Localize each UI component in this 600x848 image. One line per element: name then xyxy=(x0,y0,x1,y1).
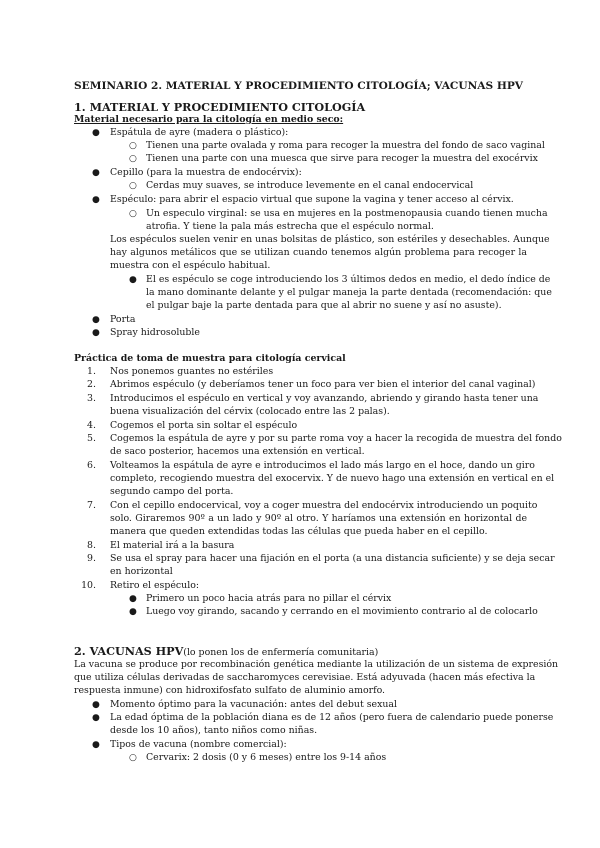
list-item: Momento óptimo para la vacunación: antes del debut sexual xyxy=(110,699,397,710)
bullet-icon: ● xyxy=(92,168,100,178)
list-item: Tipos de vacuna (nombre comercial): xyxy=(110,739,287,750)
step-text: Abrimos espéculo (y deberíamos tener un foco para ver bien el interior del canal vaginal) xyxy=(110,379,536,390)
step-number: 10. xyxy=(81,580,96,591)
paragraph-line: respuesta inmune) con hidroxifosfato sulfato de aluminio amorfo. xyxy=(74,685,386,696)
list-item: El es espéculo se coge introduciendo los 3 últimos dedos en medio, el dedo índice de xyxy=(146,274,551,285)
step-text: en horizontal xyxy=(110,566,173,577)
list-item: Espéculo: para abrir el espacio virtual que supone la vagina y tener acceso al cérvix. xyxy=(110,194,514,205)
paragraph-line: que utiliza células derivadas de saccharomyces cerevisiae. Está adyuvada (hacen más efectiva la xyxy=(74,672,536,683)
practica-heading: Práctica de toma de muestra para citología cervical xyxy=(74,353,346,364)
list-item: Cepillo (para la muestra de endocérvix): xyxy=(110,167,302,178)
step-number: 1. xyxy=(87,366,96,377)
bullet-icon: ● xyxy=(129,275,137,285)
step-text: Retiro el espéculo: xyxy=(110,580,200,591)
step-text: manera que queden extendidas todas las células que pueda haber en el cepillo. xyxy=(110,526,488,537)
list-item: Tienen una parte ovalada y roma para recoger la muestra del fondo de saco vaginal xyxy=(146,140,545,151)
list-item: atrofia. Y tiene la pala más estrecha que el espéculo normal. xyxy=(146,221,434,232)
list-item: el pulgar baje la parte dentada para que al abrir no suene y así no asuste). xyxy=(146,300,502,311)
step-number: 8. xyxy=(87,540,96,551)
sub-bullet-icon: ○ xyxy=(129,753,137,763)
list-item: Spray hidrosoluble xyxy=(110,327,200,338)
list-item: La edad óptima de la población diana es de 12 años (pero fuera de calendario puede ponerse xyxy=(110,712,554,723)
step-text: buena visualización del cérvix (colocado entre las 2 palas). xyxy=(110,406,390,417)
step-number: 7. xyxy=(87,500,96,511)
list-item: Luego voy girando, sacando y cerrando en el movimiento contrario al de colocarlo xyxy=(146,606,538,617)
step-text: Nos ponemos guantes no estériles xyxy=(110,366,274,377)
step-number: 9. xyxy=(87,553,96,564)
list-item: Cerdas muy suaves, se introduce levemente en el canal endocervical xyxy=(146,180,474,191)
sub-bullet-icon: ○ xyxy=(129,209,137,219)
step-text: Con el cepillo endocervical, voy a coger muestra del endocérvix introduciendo un poquito xyxy=(110,500,538,511)
sub-bullet-icon: ○ xyxy=(129,181,137,191)
step-text: Cogemos la espátula de ayre y por su parte roma voy a hacer la recogida de muestra del fondo xyxy=(110,433,562,444)
list-item: Espátula de ayre (madera o plástico): xyxy=(110,127,289,138)
list-item: la mano dominante delante y el pulgar maneja la parte dentada (recomendación: que xyxy=(146,287,552,298)
section-2-heading-line xyxy=(74,645,378,659)
paragraph-line: muestra con el espéculo habitual. xyxy=(110,260,271,271)
bullet-icon: ● xyxy=(92,328,100,338)
bullet-icon: ● xyxy=(92,315,100,325)
material-subheading: Material necesario para la citología en medio seco: xyxy=(74,114,344,125)
step-text: segundo campo del porta. xyxy=(110,486,234,497)
list-item: Cervarix: 2 dosis (0 y 6 meses) entre los 9-14 años xyxy=(146,752,387,763)
step-text: solo. Giraremos 90º a un lado y 90º al otro. Y haríamos una extensión en horizontal de xyxy=(110,513,527,524)
paragraph-line: Los espéculos suelen venir en unas bolsitas de plástico, son estériles y desechables. Aunque xyxy=(110,234,550,245)
document-title: SEMINARIO 2. MATERIAL Y PROCEDIMIENTO CITOLOGÍA; VACUNAS HPV xyxy=(74,80,524,92)
step-text: de saco posterior, hacemos una extensión en vertical. xyxy=(110,446,365,457)
step-text: Cogemos el porta sin soltar el espéculo xyxy=(110,420,298,431)
bullet-icon: ● xyxy=(129,594,137,604)
step-text: Se usa el spray para hacer una fijación en el porta (a una distancia suficiente) y se deja secar xyxy=(110,553,555,564)
bullet-icon: ● xyxy=(92,740,100,750)
paragraph-line: La vacuna se produce por recombinación genética mediante la utilización de un sistema de expresión xyxy=(74,659,559,670)
bullet-icon: ● xyxy=(129,607,137,617)
list-item: Porta xyxy=(110,314,136,325)
list-item: Tienen una parte con una muesca que sirve para recoger la muestra del exocérvix xyxy=(146,153,538,164)
step-number: 2. xyxy=(87,379,96,390)
section-1-heading: 1. MATERIAL Y PROCEDIMIENTO CITOLOGÍA xyxy=(74,100,366,114)
step-number: 5. xyxy=(87,433,96,444)
step-number: 3. xyxy=(87,393,96,404)
sub-bullet-icon: ○ xyxy=(129,154,137,164)
bullet-icon: ● xyxy=(92,713,100,723)
bullet-icon: ● xyxy=(92,195,100,205)
section-2-heading: 2. VACUNAS HPV xyxy=(74,644,184,658)
step-text: El material irá a la basura xyxy=(110,540,235,551)
step-text: completo, recogiendo muestra del exocervix. Y de nuevo hago una extensión en vertical en el xyxy=(110,473,555,484)
list-item: Un especulo virginal: se usa en mujeres en la postmenopausia cuando tienen mucha xyxy=(146,208,548,219)
bullet-icon: ● xyxy=(92,128,100,138)
sub-bullet-icon: ○ xyxy=(129,141,137,151)
section-2-note: (lo ponen los de enfermería comunitaria) xyxy=(183,647,379,658)
step-number: 4. xyxy=(87,420,96,431)
list-item: desde los 10 años), tanto niños como niñas. xyxy=(110,725,318,736)
step-text: Volteamos la espátula de ayre e introducimos el lado más largo en el hoce, dando un giro xyxy=(110,460,535,471)
list-item: Primero un poco hacia atrás para no pillar el cérvix xyxy=(146,593,392,604)
paragraph-line: hay algunos metálicos que se utilizan cuando tenemos algún problema para recoger la xyxy=(110,247,527,258)
step-number: 6. xyxy=(87,460,96,471)
bullet-icon: ● xyxy=(92,700,100,710)
step-text: Introducimos el espéculo en vertical y voy avanzando, abriendo y girando hasta tener una xyxy=(110,393,539,404)
